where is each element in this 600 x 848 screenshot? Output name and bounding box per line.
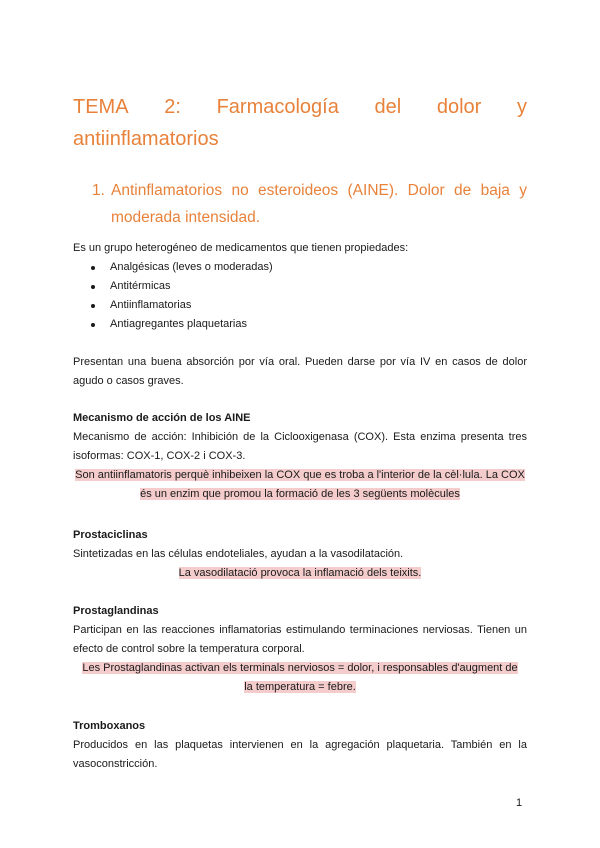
title-word: y [517,96,527,118]
prostaciclinas-heading: Prostaciclinas [73,529,148,541]
title-word: 2: [164,96,181,118]
list-item: Antiinflamatorias [73,296,527,315]
mechanism-text: Mecanismo de acción: Inhibición de la Ciclooxigenasa (COX). Esta enzima presenta tres isoformas: COX-1, COX-2 i COX-3. [73,431,527,462]
mechanism-section [73,409,527,504]
prostaciclinas-text: Sintetizadas en las células endoteliales, ayudan a la vasodilatación. [73,548,404,560]
tromboxanos-section [73,717,527,774]
title-line-2: antiinflamatorios [73,128,219,150]
page-number: 1 [516,797,523,809]
title-word: TEMA [73,96,129,118]
prostaglandinas-note [73,659,527,697]
list-item: Antiagregantes plaquetarias [73,315,527,334]
bullet-icon [91,323,95,327]
highlight-note: la temperatura = febre. [244,681,356,693]
list-item: Antitérmicas [73,277,527,296]
title-line-1 [73,91,527,123]
intro-section [73,239,527,334]
prostaglandinas-text: Participan en las reacciones inflamatorias estimulando terminaciones nerviosas. Tienen un efecto de control sobre la temperatura corporal. [73,624,527,655]
absorption-paragraph: Presentan una buena absorción por vía oral. Pueden darse por vía IV en casos de dolor agudo o casos graves. [73,356,527,387]
properties-list [73,258,527,334]
highlight-note: Les Prostaglandinas activan els terminals nerviosos = dolor, i responsables d'augment de [82,662,518,674]
highlight-note: és un enzim que promou la formació de les 3 següents molècules [140,488,460,500]
highlight-note: La vasodilatació provoca la inflamació dels teixits. [178,567,422,579]
title-word: del [374,96,402,118]
section-heading-text: Antinflamatorios no esteroideos (AINE). Dolor de baja y moderada intensidad. [111,182,527,226]
bullet-icon [91,304,95,308]
section-heading [92,177,527,231]
bullet-icon [91,285,95,289]
prostaciclinas-section [73,526,527,583]
section-number: 1. [92,182,105,199]
mechanism-note [73,466,527,504]
prostaciclinas-note [73,564,527,583]
tromboxanos-text: Producidos en las plaquetas intervienen en la agregación plaquetaria. También en la vasoconstricción. [73,739,527,770]
title-word: Farmacología [216,96,339,118]
prostaglandinas-heading: Prostaglandinas [73,605,159,617]
tromboxanos-heading: Tromboxanos [73,720,146,732]
mechanism-heading: Mecanismo de acción de los AINE [73,412,251,424]
highlight-note: Son antiinflamatoris perquè inhibeixen la COX que es troba a l'interior de la cèl·lula. La COX [75,469,525,481]
prostaglandinas-section [73,602,527,697]
title-word: dolor [436,96,482,118]
intro-text: Es un grupo heterogéneo de medicamentos que tienen propiedades: [73,242,409,254]
page-title [73,91,527,155]
bullet-icon [91,266,95,270]
list-item: Analgésicas (leves o moderadas) [73,258,527,277]
